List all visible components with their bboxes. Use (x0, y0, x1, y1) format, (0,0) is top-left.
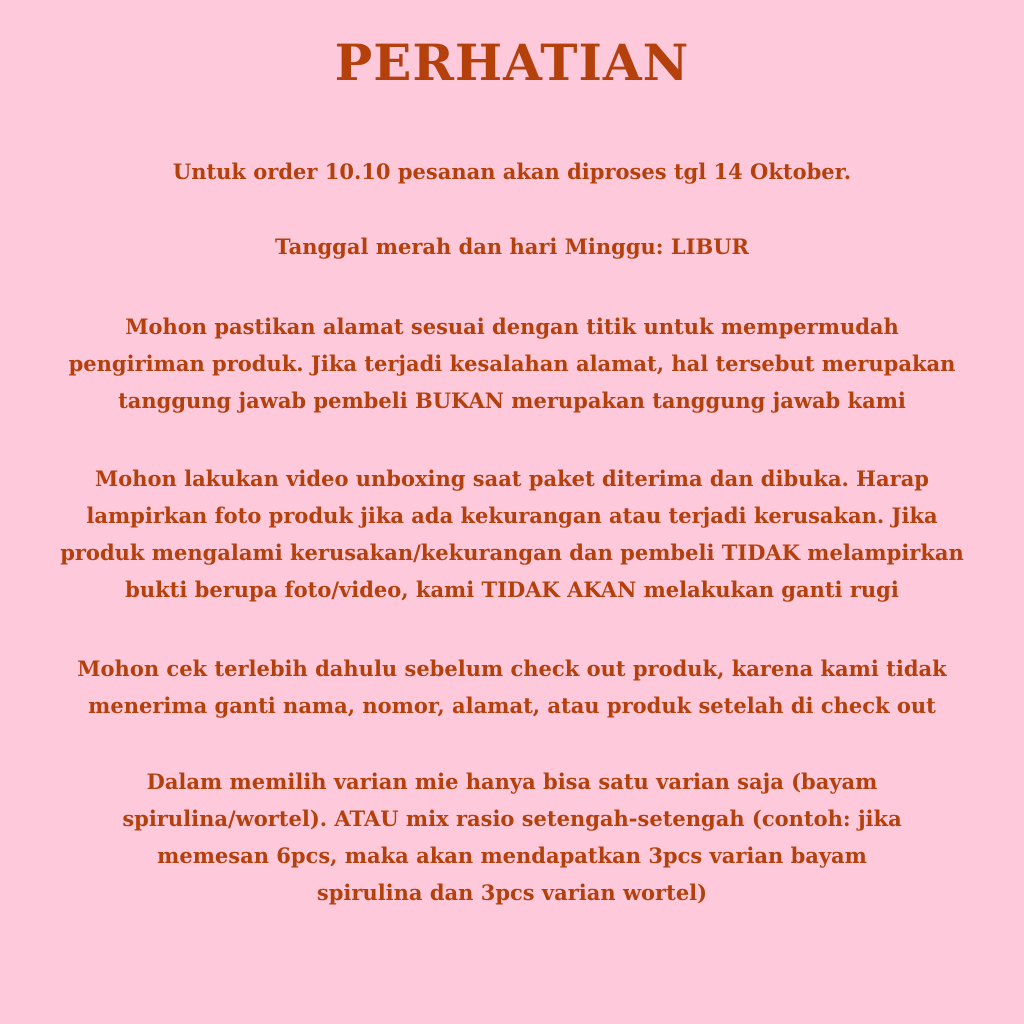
paragraph-line: Mohon lakukan video unboxing saat paket diterima dan dibuka. Harap (94, 466, 929, 491)
notice-paragraph-address (0, 308, 1024, 419)
paragraph-line: spirulina/wortel). ATAU mix rasio setengah-setengah (contoh: jika (122, 806, 902, 831)
paragraph-line: produk mengalami kerusakan/kekurangan dan pembeli TIDAK melampirkan (60, 540, 964, 565)
notice-paragraph-holidays (0, 228, 1024, 265)
paragraph-line: tanggung jawab pembeli BUKAN merupakan tanggung jawab kami (118, 388, 906, 413)
notice-paragraph-variants (0, 763, 1024, 911)
paragraph-line: Dalam memilih varian mie hanya bisa satu varian saja (bayam (146, 769, 878, 794)
notice-paragraph-unboxing (0, 460, 1024, 608)
notice-paragraph-checkout (0, 650, 1024, 724)
notice-title: PERHATIAN (334, 33, 690, 92)
paragraph-line: lampirkan foto produk jika ada kekurangan atau terjadi kerusakan. Jika (86, 503, 938, 528)
paragraph-line: Mohon cek terlebih dahulu sebelum check out produk, karena kami tidak (77, 656, 947, 681)
paragraph-line: Mohon pastikan alamat sesuai dengan titik untuk mempermudah (125, 314, 899, 339)
paragraph-line: bukti berupa foto/video, kami TIDAK AKAN melakukan ganti rugi (125, 577, 899, 602)
notice-paragraph-order-processing (0, 153, 1024, 190)
paragraph-line: Tanggal merah dan hari Minggu: LIBUR (275, 234, 749, 259)
paragraph-line: Untuk order 10.10 pesanan akan diproses tgl 14 Oktober. (172, 159, 852, 184)
paragraph-line: pengiriman produk. Jika terjadi kesalahan alamat, hal tersebut merupakan (68, 351, 956, 376)
paragraph-line: spirulina dan 3pcs varian wortel) (316, 880, 708, 905)
paragraph-line: menerima ganti nama, nomor, alamat, atau produk setelah di check out (88, 693, 936, 718)
paragraph-line: memesan 6pcs, maka akan mendapatkan 3pcs varian bayam (157, 843, 867, 868)
